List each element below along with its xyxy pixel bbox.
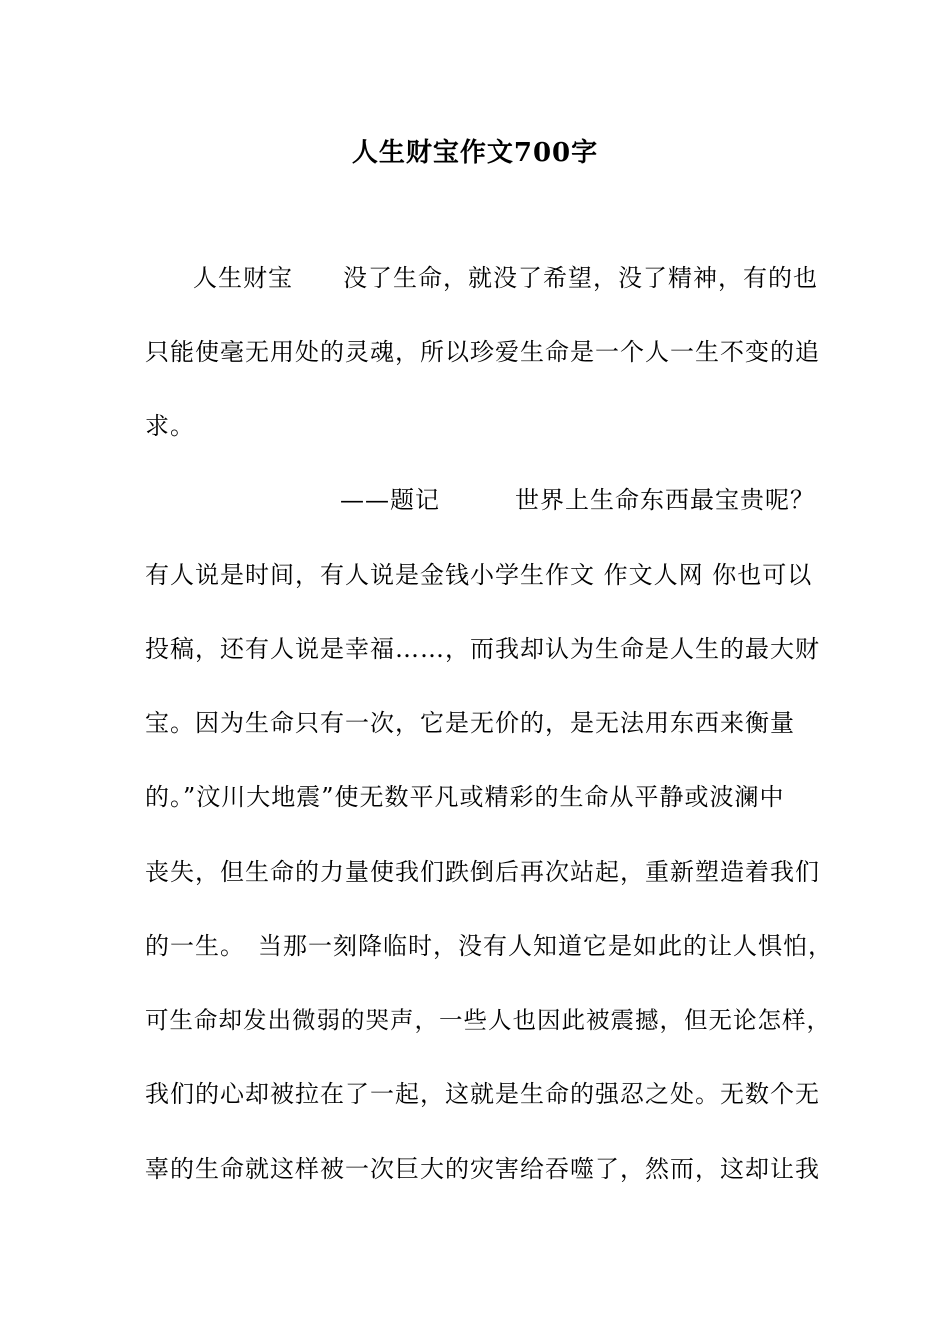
- paragraph-line: 的一生。 当那一刻降临时，没有人知道它是如此的让人惧怕，: [145, 932, 833, 960]
- paragraph-line: 我们的心却被拉在了一起，这就是生命的强忍之处。无数个无: [145, 1080, 820, 1108]
- paragraph-line: ——题记 世界上生命东西最宝贵呢？: [340, 486, 815, 514]
- paragraph-line: 求。: [145, 412, 195, 440]
- paragraph-line: 人生财宝 没了生命，就没了希望，没了精神，有的也: [193, 264, 818, 292]
- paragraph-line: 投稿，还有人说是幸福……，而我却认为生命是人生的最大财: [145, 635, 820, 663]
- paragraph-line: 有人说是时间，有人说是金钱小学生作文 作文人网 你也可以: [145, 561, 813, 589]
- document-title: 人生财宝作文700字: [351, 138, 599, 168]
- paragraph-line: 宝。因为生命只有一次，它是无价的，是无法用东西来衡量: [145, 709, 795, 737]
- paragraph-line: 可生命却发出微弱的哭声，一些人也因此被震撼，但无论怎样，: [145, 1006, 831, 1034]
- paragraph-line: 辜的生命就这样被一次巨大的灾害给吞噬了，然而，这却让我: [145, 1155, 820, 1183]
- paragraph-line: 只能使毫无用处的灵魂，所以珍爱生命是一个人一生不变的追: [145, 338, 820, 366]
- paragraph-line: 的。”汶川大地震”使无数平凡或精彩的生命从平静或波澜中: [145, 783, 785, 811]
- paragraph-line: 丧失，但生命的力量使我们跌倒后再次站起，重新塑造着我们: [145, 858, 820, 886]
